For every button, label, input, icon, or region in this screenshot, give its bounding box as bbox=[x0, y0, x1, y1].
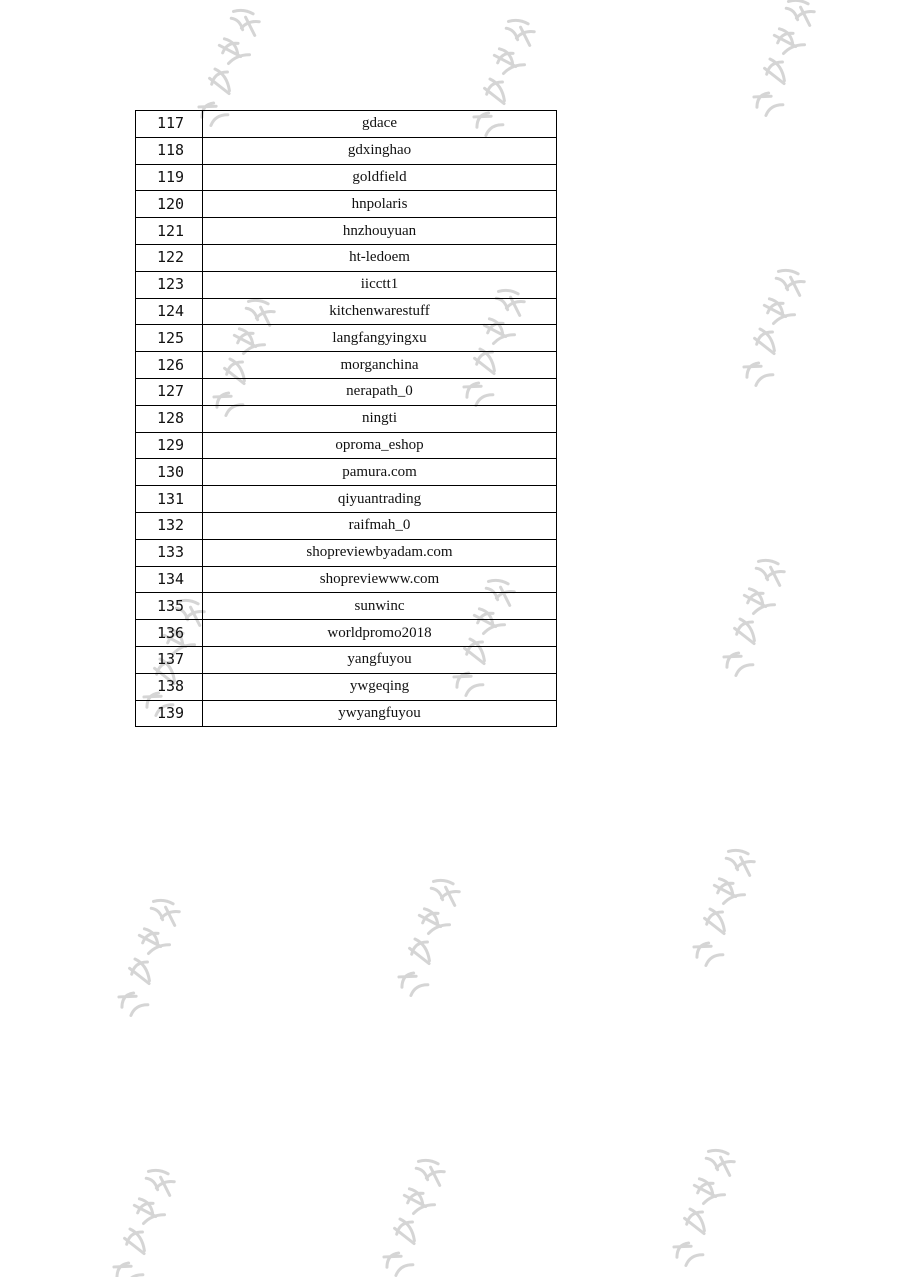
table-row bbox=[136, 218, 557, 245]
table-row bbox=[136, 164, 557, 191]
account-name: kitchenwarestuff bbox=[203, 298, 557, 325]
account-table bbox=[135, 110, 557, 727]
row-number: 122 bbox=[136, 244, 203, 271]
watermark-stamp bbox=[348, 1153, 478, 1277]
table-row bbox=[136, 432, 557, 459]
watermark-stamp bbox=[718, 0, 848, 118]
account-name: hnzhouyuan bbox=[203, 218, 557, 245]
table-row bbox=[136, 512, 557, 539]
row-number: 121 bbox=[136, 218, 203, 245]
row-number: 138 bbox=[136, 673, 203, 700]
account-name: gdace bbox=[203, 111, 557, 138]
account-name: ningti bbox=[203, 405, 557, 432]
account-name: nerapath_0 bbox=[203, 378, 557, 405]
table-row bbox=[136, 137, 557, 164]
row-number: 134 bbox=[136, 566, 203, 593]
account-name: sunwinc bbox=[203, 593, 557, 620]
account-name: langfangyingxu bbox=[203, 325, 557, 352]
watermark-stamp bbox=[363, 873, 493, 998]
row-number: 126 bbox=[136, 352, 203, 379]
table-row bbox=[136, 566, 557, 593]
row-number: 129 bbox=[136, 432, 203, 459]
table-row bbox=[136, 271, 557, 298]
table-row bbox=[136, 352, 557, 379]
table-row bbox=[136, 191, 557, 218]
row-number: 117 bbox=[136, 111, 203, 138]
account-name: qiyuantrading bbox=[203, 486, 557, 513]
watermark-stamp bbox=[708, 263, 838, 388]
table-row bbox=[136, 593, 557, 620]
watermark-stamp bbox=[688, 553, 818, 678]
table-row bbox=[136, 405, 557, 432]
row-number: 137 bbox=[136, 646, 203, 673]
row-number: 133 bbox=[136, 539, 203, 566]
watermark-stamp bbox=[83, 893, 213, 1018]
row-number: 132 bbox=[136, 512, 203, 539]
account-name: shopreviewbyadam.com bbox=[203, 539, 557, 566]
account-name: pamura.com bbox=[203, 459, 557, 486]
row-number: 118 bbox=[136, 137, 203, 164]
row-number: 136 bbox=[136, 620, 203, 647]
row-number: 124 bbox=[136, 298, 203, 325]
account-name: ywgeqing bbox=[203, 673, 557, 700]
table-row bbox=[136, 459, 557, 486]
table-row bbox=[136, 539, 557, 566]
table-row bbox=[136, 378, 557, 405]
account-name: raifmah_0 bbox=[203, 512, 557, 539]
row-number: 119 bbox=[136, 164, 203, 191]
account-name: ywyangfuyou bbox=[203, 700, 557, 727]
account-name: oproma_eshop bbox=[203, 432, 557, 459]
table-row bbox=[136, 298, 557, 325]
row-number: 139 bbox=[136, 700, 203, 727]
account-name: goldfield bbox=[203, 164, 557, 191]
table-row bbox=[136, 620, 557, 647]
account-name: iicctt1 bbox=[203, 271, 557, 298]
table-row bbox=[136, 700, 557, 727]
watermark-stamp bbox=[658, 843, 788, 968]
row-number: 128 bbox=[136, 405, 203, 432]
row-number: 127 bbox=[136, 378, 203, 405]
account-name: ht-ledoem bbox=[203, 244, 557, 271]
watermark-stamp bbox=[78, 1163, 208, 1277]
account-name: shopreviewww.com bbox=[203, 566, 557, 593]
table-row bbox=[136, 646, 557, 673]
table-row bbox=[136, 673, 557, 700]
table-row bbox=[136, 486, 557, 513]
table-row bbox=[136, 325, 557, 352]
row-number: 123 bbox=[136, 271, 203, 298]
account-name: gdxinghao bbox=[203, 137, 557, 164]
row-number: 120 bbox=[136, 191, 203, 218]
account-table-body bbox=[136, 111, 557, 727]
watermark-stamp bbox=[638, 1143, 768, 1268]
account-name: hnpolaris bbox=[203, 191, 557, 218]
table-row bbox=[136, 244, 557, 271]
account-name: yangfuyou bbox=[203, 646, 557, 673]
row-number: 131 bbox=[136, 486, 203, 513]
account-name: worldpromo2018 bbox=[203, 620, 557, 647]
row-number: 135 bbox=[136, 593, 203, 620]
table-row bbox=[136, 111, 557, 138]
account-name: morganchina bbox=[203, 352, 557, 379]
row-number: 130 bbox=[136, 459, 203, 486]
row-number: 125 bbox=[136, 325, 203, 352]
